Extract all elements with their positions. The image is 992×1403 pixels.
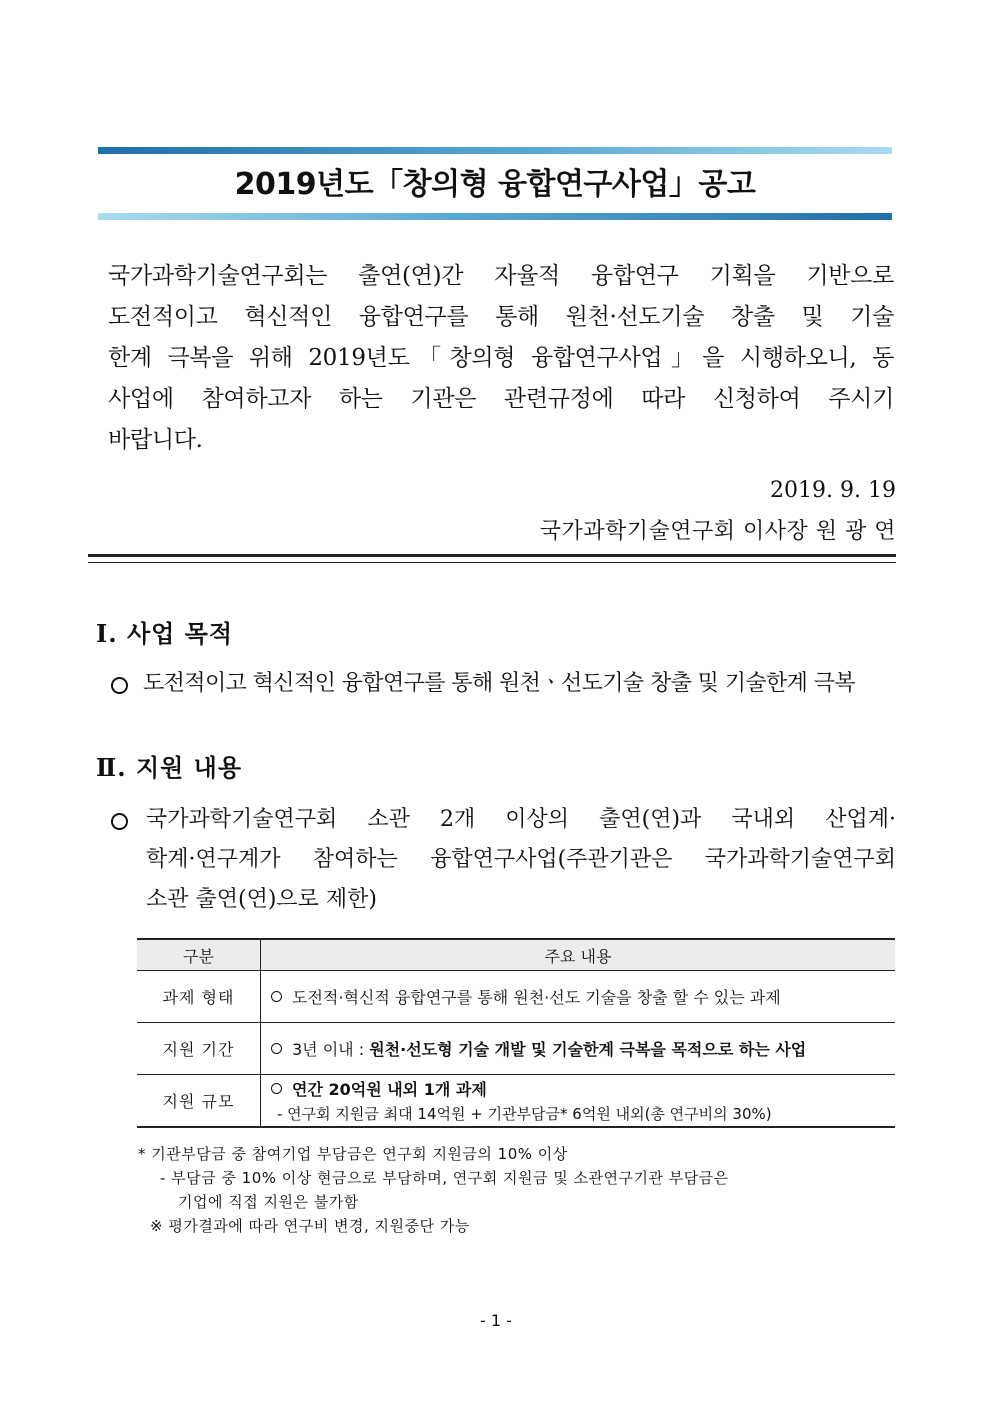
row-content-sub: - 연구회 지원금 최대 14억원 + 기관부담금* 6억원 내외(총 연구비의 30%) [277,1105,772,1123]
table-row [137,1023,895,1075]
footnote: * 기관부담금 중 참여기업 부담금은 연구회 지원금의 10% 이상 [138,1145,568,1163]
header-content: 주요 내용 [261,939,896,971]
row-content [261,1023,896,1075]
support-bullet-line: 소관 출연(연)으로 제한) [146,887,378,912]
section-heading-purpose: Ⅰ. 사업 목적 [96,619,234,648]
support-bullet [146,800,896,920]
row-content-bold: 연간 20억원 내외 1개 과제 [292,1080,487,1099]
purpose-bullet: 도전적이고 혁신적인 융합연구를 통해 원천ㆍ선도기술 창출 및 기술한계 극복 [143,671,856,696]
row-category: 과제 형태 [137,971,261,1023]
support-table [137,938,895,1128]
row-content [261,971,896,1023]
row-content-prefix: 3년 이내 : [292,1040,370,1059]
section-heading-support: Ⅱ. 지원 내용 [96,753,243,782]
row-category: 지원 규모 [137,1075,261,1128]
issuer: 국가과학기술연구회 이사장 원 광 연 [539,519,896,544]
footnotes [138,1142,898,1238]
intro-line: 국가과학기술연구회는 출연(연)간 자율적 융합연구 기획을 기반으로 [108,263,894,289]
announcement-date: 2019. 9. 19 [770,478,896,503]
circle-bullet-icon [111,813,128,830]
row-content-bold: 원천·선도형 기술 개발 및 기술한계 극복을 목적으로 하는 사업 [369,1040,807,1059]
footnote: - 부담금 중 10% 이상 현금으로 부담하며, 연구회 지원금 및 소관연구기관 부담금은 [160,1169,729,1187]
circle-bullet-icon [271,1083,282,1094]
footnote: ※ 평가결과에 따라 연구비 변경, 지원중단 가능 [150,1217,470,1235]
page-number: - 1 - [480,1311,512,1330]
title-bottom-bar [98,213,892,220]
row-content [261,1075,896,1128]
support-bullet-line: 학계·연구계가 참여하는 융합연구사업(주관기관은 국가과학기술연구회 [146,847,896,872]
table-row [137,1075,895,1128]
circle-bullet-icon [271,1043,282,1054]
section-divider [88,554,896,563]
row-category: 지원 기간 [137,1023,261,1075]
intro-line: 바랍니다. [108,427,203,453]
row-content-text: 도전적·혁신적 융합연구를 통해 원천·선도 기술을 창출 할 수 있는 과제 [292,988,781,1007]
page-title: 2019년도「창의형 융합연구사업」공고 [234,167,756,202]
title-top-bar [98,147,892,154]
header-category: 구분 [137,939,261,971]
intro-line: 도전적이고 혁신적인 융합연구를 통해 원천·선도기술 창출 및 기술 [108,304,894,330]
table-row [137,971,895,1023]
intro-line: 사업에 참여하고자 하는 기관은 관련규정에 따라 신청하여 주시기 [108,386,894,412]
footnote: 기업에 직접 지원은 불가함 [178,1193,359,1211]
circle-bullet-icon [111,677,128,694]
intro-paragraph [108,256,894,461]
intro-line: 한계 극복을 위해 2019년도「창의형 융합연구사업」을 시행하오니, 동 [108,345,894,371]
circle-bullet-icon [271,991,282,1002]
table-header-row [137,939,895,971]
support-bullet-line: 국가과학기술연구회 소관 2개 이상의 출연(연)과 국내외 산업계· [146,807,896,832]
